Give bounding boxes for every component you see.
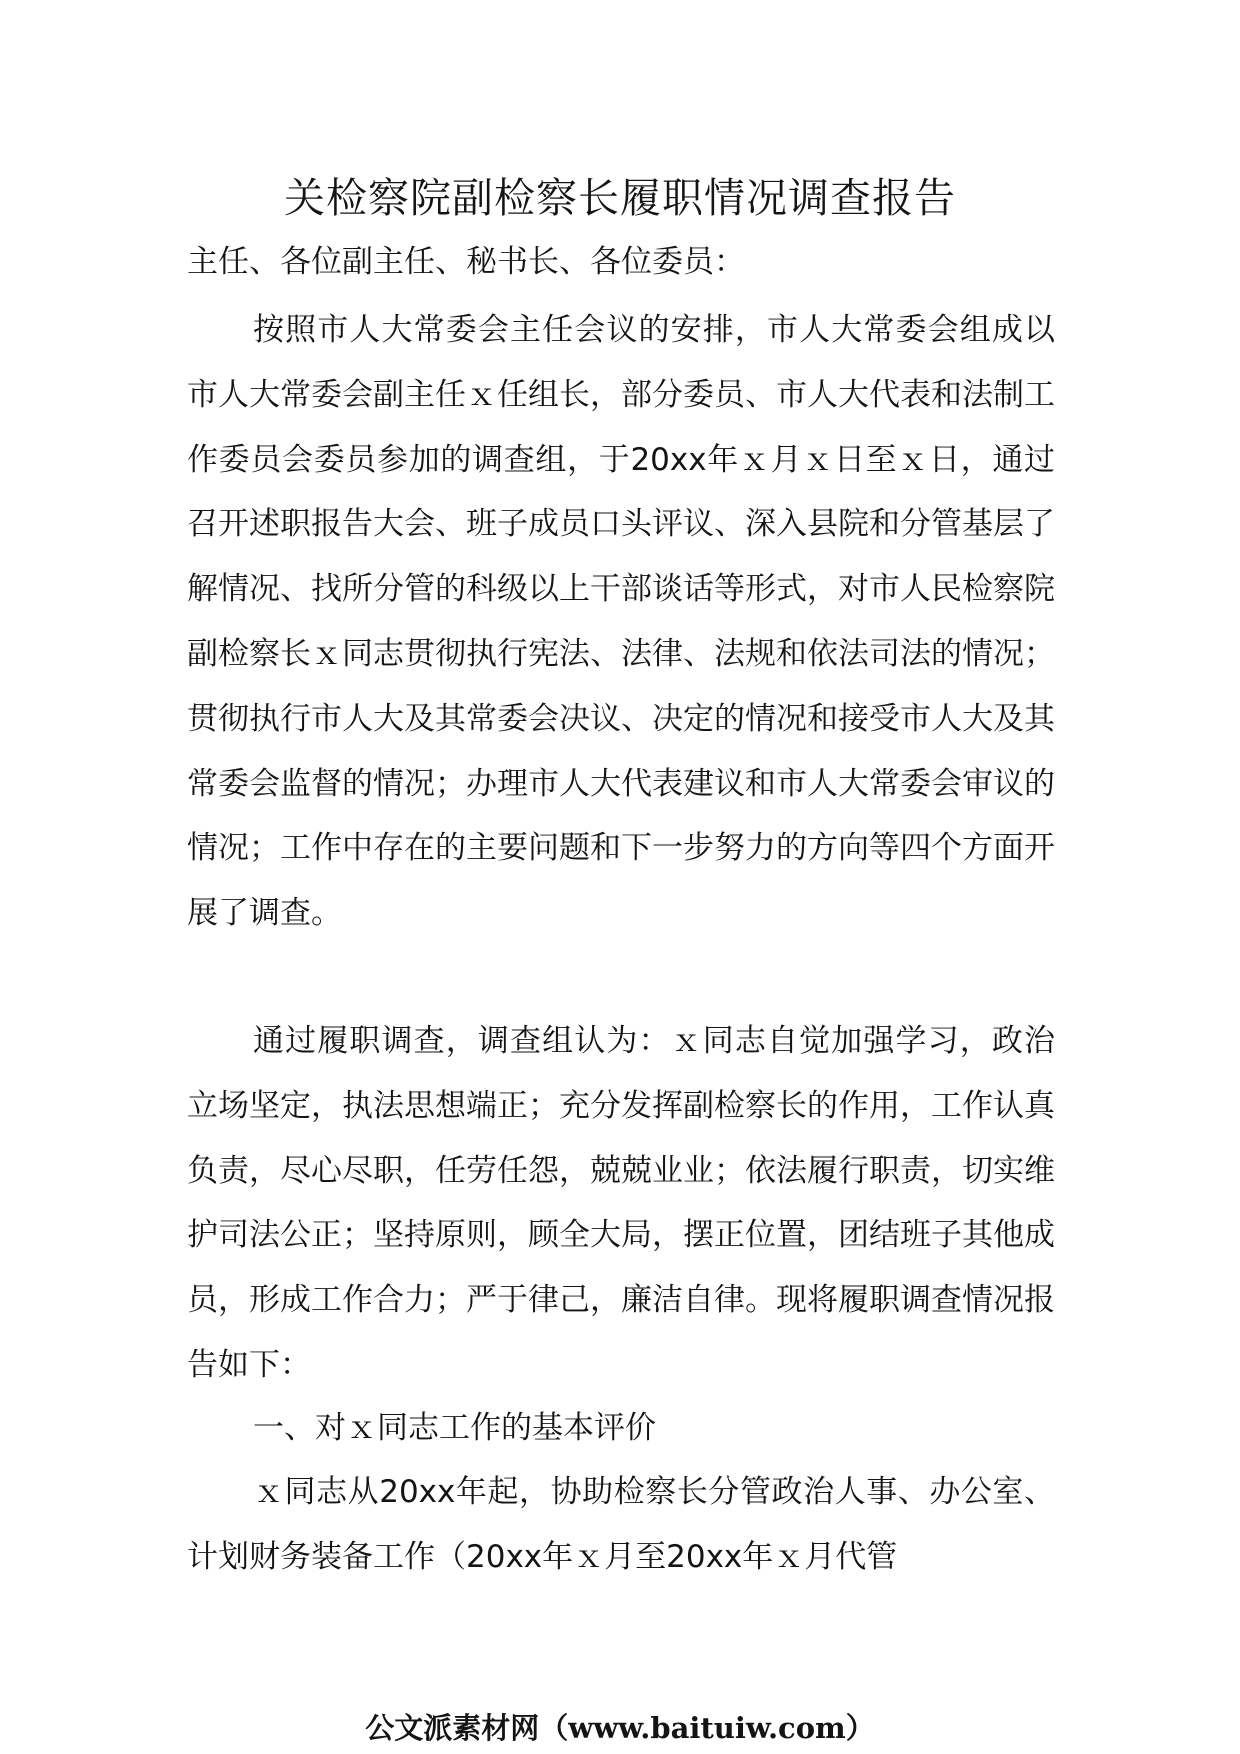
section-paragraph: ｘ同志从20xx年起，协助检察长分管政治人事、办公室、计划财务装备工作（20xx年ｘ月至20xx年ｘ月代管 [187,1474,1055,1575]
salutation: 主任、各位副主任、秘书长、各位委员： [187,244,745,280]
section-heading: 一、对ｘ同志工作的基本评价 [253,1410,656,1446]
footer-watermark: 公文派素材网（www.baituiw.com） [365,1711,875,1745]
document-title: 关检察院副检察长履职情况调查报告 [284,174,956,222]
paragraph-2: 通过履职调查，调查组认为：ｘ同志自觉加强学习，政治立场坚定，执法思想端正；充分发挥副检察长的作用，工作认真负责，尽心尽职，任劳任怨，兢兢业业；依法履行职责，切实维护司法公正；坚持原则，顾全大局，摆正位置，团结班子其他成员，形成工作合力；严于律己，廉洁自律。现将履职调查情况报告如下： [187,1023,1055,1383]
paragraph-1: 按照市人大常委会主任会议的安排，市人大常委会组成以市人大常委会副主任ｘ任组长，部分委员、市人大代表和法制工作委员会委员参加的调查组，于20xx年ｘ月ｘ日至ｘ日，通过召开述职报告大会、班子成员口头评议、深入县院和分管基层了解情况、找所分管的科级以上干部谈话等形式，对市人民检察院副检察长ｘ同志贯彻执行宪法、法律、法规和依法司法的情况；贯彻执行市人大及其常委会决议、决定的情况和接受市人大及其常委会监督的情况；办理市人大代表建议和市人大常委会审议的情况；工作中存在的主要问题和下一步努力的方向等四个方面开展了调查。 [187,312,1055,932]
